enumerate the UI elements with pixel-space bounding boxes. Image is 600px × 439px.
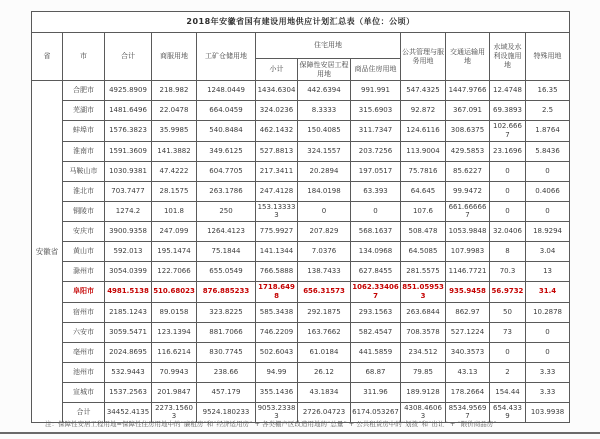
value-cell: 1537.2563 [105, 382, 152, 402]
total-label-cell: 合计 [63, 402, 105, 423]
value-cell: 355.1436 [256, 382, 298, 402]
value-cell: 207.829 [298, 222, 351, 242]
value-cell: 238.66 [197, 362, 256, 382]
value-cell: 184.0198 [298, 181, 351, 201]
table-row [32, 342, 570, 362]
value-cell: 502.6043 [256, 342, 298, 362]
value-cell: 247.4128 [256, 181, 298, 201]
value-cell: 43.1834 [298, 382, 351, 402]
value-cell: 1718.6498 [256, 282, 298, 303]
value-cell: 1264.4123 [197, 222, 256, 242]
value-cell: 991.991 [351, 81, 401, 101]
value-cell: 250 [197, 201, 256, 222]
col-header-affordable-housing: 保障性安居工程用地 [298, 59, 351, 81]
value-cell: 547.4325 [401, 81, 446, 101]
value-cell: 349.6125 [197, 141, 256, 161]
value-cell: 3.04 [526, 242, 570, 262]
value-cell: 0 [351, 201, 401, 222]
value-cell: 34452.4135 [105, 402, 152, 423]
value-cell: 429.5853 [446, 141, 490, 161]
value-cell: 203.7256 [351, 141, 401, 161]
value-cell: 50 [490, 302, 526, 322]
value-cell: 141.1344 [256, 242, 298, 262]
value-cell: 2.5 [526, 101, 570, 121]
province-cell: 安徽省 [32, 81, 63, 423]
value-cell: 441.5859 [351, 342, 401, 362]
value-cell: 508.478 [401, 222, 446, 242]
value-cell: 70.9943 [152, 362, 197, 382]
value-cell: 876.885233 [197, 282, 256, 303]
value-cell: 0 [526, 322, 570, 342]
value-cell: 1481.6496 [105, 101, 152, 121]
value-cell: 8 [490, 242, 526, 262]
col-header-total: 合计 [105, 33, 152, 81]
value-cell: 323.8225 [197, 302, 256, 322]
value-cell: 1274.2 [105, 201, 152, 222]
land-supply-table [31, 11, 570, 423]
value-cell: 1576.3823 [105, 121, 152, 142]
table-row [32, 81, 570, 101]
value-cell: 4925.8909 [105, 81, 152, 101]
value-cell: 113.9004 [401, 141, 446, 161]
value-cell: 89.0158 [152, 302, 197, 322]
value-cell: 442.6394 [298, 81, 351, 101]
value-cell: 189.9128 [401, 382, 446, 402]
table-row [32, 362, 570, 382]
value-cell: 0 [526, 161, 570, 181]
land-supply-sheet [31, 11, 569, 423]
value-cell: 830.7745 [197, 342, 256, 362]
value-cell: 527.8813 [256, 141, 298, 161]
value-cell: 1434.6304 [256, 81, 298, 101]
value-cell: 10.2878 [526, 302, 570, 322]
value-cell: 3059.5471 [105, 322, 152, 342]
value-cell: 851.059533 [401, 282, 446, 303]
value-cell: 1248.0449 [197, 81, 256, 101]
value-cell: 3.33 [526, 362, 570, 382]
value-cell: 63.393 [351, 181, 401, 201]
value-cell: 31.4 [526, 282, 570, 303]
col-header-residential-subtotal: 小计 [256, 59, 298, 81]
city-cell: 池州市 [63, 362, 105, 382]
value-cell: 604.7705 [197, 161, 256, 181]
value-cell: 64.645 [401, 181, 446, 201]
city-cell: 合肥市 [63, 81, 105, 101]
value-cell: 315.6903 [351, 101, 401, 121]
value-cell: 13 [526, 262, 570, 282]
value-cell: 703.7477 [105, 181, 152, 201]
city-cell: 铜陵市 [63, 201, 105, 222]
city-cell: 淮北市 [63, 181, 105, 201]
value-cell: 1030.9381 [105, 161, 152, 181]
value-cell: 102.6667 [490, 121, 526, 142]
value-cell: 123.1394 [152, 322, 197, 342]
table-row [32, 262, 570, 282]
value-cell: 9053.23383 [256, 402, 298, 423]
value-cell: 4308.46063 [401, 402, 446, 423]
table-row [32, 322, 570, 342]
value-cell: 656.31573 [298, 282, 351, 303]
value-cell: 61.0184 [298, 342, 351, 362]
value-cell: 20.2894 [298, 161, 351, 181]
value-cell: 0 [490, 161, 526, 181]
value-cell: 0 [298, 201, 351, 222]
value-cell: 462.1432 [256, 121, 298, 142]
value-cell: 107.9983 [446, 242, 490, 262]
value-cell: 16.35 [526, 81, 570, 101]
value-cell: 0 [526, 201, 570, 222]
value-cell: 664.0459 [197, 101, 256, 121]
col-header-public-management: 公共管理与服务用地 [401, 33, 446, 81]
table-row [32, 282, 570, 303]
value-cell: 138.7433 [298, 262, 351, 282]
value-cell: 775.9927 [256, 222, 298, 242]
city-cell: 芜湖市 [63, 101, 105, 121]
col-header-transport: 交通运输用地 [446, 33, 490, 81]
value-cell: 292.1875 [298, 302, 351, 322]
value-cell: 32.0406 [490, 222, 526, 242]
value-cell: 0 [526, 342, 570, 362]
value-cell: 5.8436 [526, 141, 570, 161]
page-title: 2018年安徽省国有建设用地供应计划汇总表（单位：公顷） [32, 12, 570, 33]
value-cell: 8534.95697 [446, 402, 490, 423]
col-header-water: 水域及水利设施用地 [490, 33, 526, 81]
city-cell: 滁州市 [63, 262, 105, 282]
city-cell: 阜阳市 [63, 282, 105, 303]
value-cell: 1591.3609 [105, 141, 152, 161]
value-cell: 150.4085 [298, 121, 351, 142]
value-cell: 627.8455 [351, 262, 401, 282]
value-cell: 527.1224 [446, 322, 490, 342]
col-header-special: 特殊用地 [526, 33, 570, 81]
value-cell: 28.1575 [152, 181, 197, 201]
col-header-industrial: 工矿仓储用地 [197, 33, 256, 81]
value-cell: 1053.9848 [446, 222, 490, 242]
value-cell: 2273.15603 [152, 402, 197, 423]
table-row [32, 382, 570, 402]
value-cell: 585.3438 [256, 302, 298, 322]
value-cell: 0.4066 [526, 181, 570, 201]
value-cell: 43.13 [446, 362, 490, 382]
table-row [32, 302, 570, 322]
col-header-province: 省 [32, 33, 63, 81]
value-cell: 247.099 [152, 222, 197, 242]
table-row [32, 242, 570, 262]
value-cell: 2726.04723 [298, 402, 351, 423]
city-cell: 淮南市 [63, 141, 105, 161]
value-cell: 324.1557 [298, 141, 351, 161]
table-row [32, 141, 570, 161]
value-cell: 2 [490, 362, 526, 382]
value-cell: 3.33 [526, 382, 570, 402]
value-cell: 4981.5138 [105, 282, 152, 303]
value-cell: 308.6375 [446, 121, 490, 142]
value-cell: 263.1786 [197, 181, 256, 201]
value-cell: 0 [490, 342, 526, 362]
value-cell: 9524.180233 [197, 402, 256, 423]
value-cell: 68.87 [351, 362, 401, 382]
value-cell: 73 [490, 322, 526, 342]
value-cell: 1146.7721 [446, 262, 490, 282]
value-cell: 23.1696 [490, 141, 526, 161]
table-row [32, 121, 570, 142]
value-cell: 124.6116 [401, 121, 446, 142]
value-cell: 0 [490, 181, 526, 201]
value-cell: 99.9472 [446, 181, 490, 201]
value-cell: 101.8 [152, 201, 197, 222]
value-cell: 103.9938 [526, 402, 570, 423]
value-cell: 1062.334067 [351, 282, 401, 303]
col-header-commercial: 商服用地 [152, 33, 197, 81]
value-cell: 654.4339 [490, 402, 526, 423]
value-cell: 6174.053267 [351, 402, 401, 423]
value-cell: 281.5575 [401, 262, 446, 282]
value-cell: 107.6 [401, 201, 446, 222]
value-cell: 35.9985 [152, 121, 197, 142]
table-body [32, 81, 570, 423]
value-cell: 862.97 [446, 302, 490, 322]
table-row [32, 201, 570, 222]
city-cell: 宿州市 [63, 302, 105, 322]
value-cell: 70.3 [490, 262, 526, 282]
city-cell: 宣城市 [63, 382, 105, 402]
value-cell: 92.872 [401, 101, 446, 121]
value-cell: 311.96 [351, 382, 401, 402]
value-cell: 75.1844 [197, 242, 256, 262]
table-row [32, 222, 570, 242]
value-cell: 510.68023 [152, 282, 197, 303]
value-cell: 367.091 [446, 101, 490, 121]
value-cell: 532.9443 [105, 362, 152, 382]
footnote: 注：保障性安居工程用地=保障性住房用地中的“廉租房”和“经济适用房” + 各类棚户区改造用地的“总量” + 公共租赁房中的“划拨”和“出让” + “限价商品房” [45, 420, 497, 428]
value-cell: 1.8764 [526, 121, 570, 142]
city-cell: 六安市 [63, 322, 105, 342]
value-cell: 881.7066 [197, 322, 256, 342]
value-cell: 655.0549 [197, 262, 256, 282]
value-cell: 18.9294 [526, 222, 570, 242]
col-header-residential-group: 住宅用地 [256, 33, 401, 59]
value-cell: 201.9847 [152, 382, 197, 402]
city-cell: 马鞍山市 [63, 161, 105, 181]
value-cell: 582.4547 [351, 322, 401, 342]
value-cell: 324.0236 [256, 101, 298, 121]
value-cell: 766.5888 [256, 262, 298, 282]
value-cell: 218.982 [152, 81, 197, 101]
value-cell: 340.3573 [446, 342, 490, 362]
value-cell: 540.8484 [197, 121, 256, 142]
value-cell: 116.6214 [152, 342, 197, 362]
value-cell: 56.9732 [490, 282, 526, 303]
value-cell: 457.179 [197, 382, 256, 402]
value-cell: 12.4748 [490, 81, 526, 101]
col-header-city: 市 [63, 33, 105, 81]
value-cell: 234.512 [401, 342, 446, 362]
city-cell: 蚌埠市 [63, 121, 105, 142]
value-cell: 3054.0399 [105, 262, 152, 282]
value-cell: 3900.9358 [105, 222, 152, 242]
value-cell: 0 [490, 201, 526, 222]
col-header-commodity-housing: 商品住房用地 [351, 59, 401, 81]
header-row-1 [32, 33, 570, 59]
value-cell: 163.7662 [298, 322, 351, 342]
city-cell: 黄山市 [63, 242, 105, 262]
value-cell: 122.7066 [152, 262, 197, 282]
table-row [32, 101, 570, 121]
table-row [32, 161, 570, 181]
value-cell: 195.1474 [152, 242, 197, 262]
value-cell: 8.3333 [298, 101, 351, 121]
value-cell: 592.013 [105, 242, 152, 262]
value-cell: 708.3578 [401, 322, 446, 342]
value-cell: 153.133333 [256, 201, 298, 222]
value-cell: 79.85 [401, 362, 446, 382]
value-cell: 69.3893 [490, 101, 526, 121]
value-cell: 75.7816 [401, 161, 446, 181]
value-cell: 64.5085 [401, 242, 446, 262]
value-cell: 2024.8695 [105, 342, 152, 362]
value-cell: 197.0517 [351, 161, 401, 181]
value-cell: 134.0968 [351, 242, 401, 262]
city-cell: 安庆市 [63, 222, 105, 242]
value-cell: 85.6227 [446, 161, 490, 181]
value-cell: 22.0478 [152, 101, 197, 121]
value-cell: 94.99 [256, 362, 298, 382]
value-cell: 935.9458 [446, 282, 490, 303]
value-cell: 568.1637 [351, 222, 401, 242]
value-cell: 217.3411 [256, 161, 298, 181]
value-cell: 293.1563 [351, 302, 401, 322]
city-cell: 亳州市 [63, 342, 105, 362]
table-row [32, 181, 570, 201]
bottom-divider [0, 432, 600, 434]
value-cell: 263.6844 [401, 302, 446, 322]
value-cell: 26.12 [298, 362, 351, 382]
value-cell: 1447.9766 [446, 81, 490, 101]
value-cell: 47.4222 [152, 161, 197, 181]
value-cell: 311.7347 [351, 121, 401, 142]
value-cell: 154.44 [490, 382, 526, 402]
value-cell: 141.3882 [152, 141, 197, 161]
value-cell: 7.0376 [298, 242, 351, 262]
title-row [32, 12, 570, 33]
value-cell: 661.666667 [446, 201, 490, 222]
value-cell: 2185.1243 [105, 302, 152, 322]
value-cell: 178.2664 [446, 382, 490, 402]
value-cell: 746.2209 [256, 322, 298, 342]
